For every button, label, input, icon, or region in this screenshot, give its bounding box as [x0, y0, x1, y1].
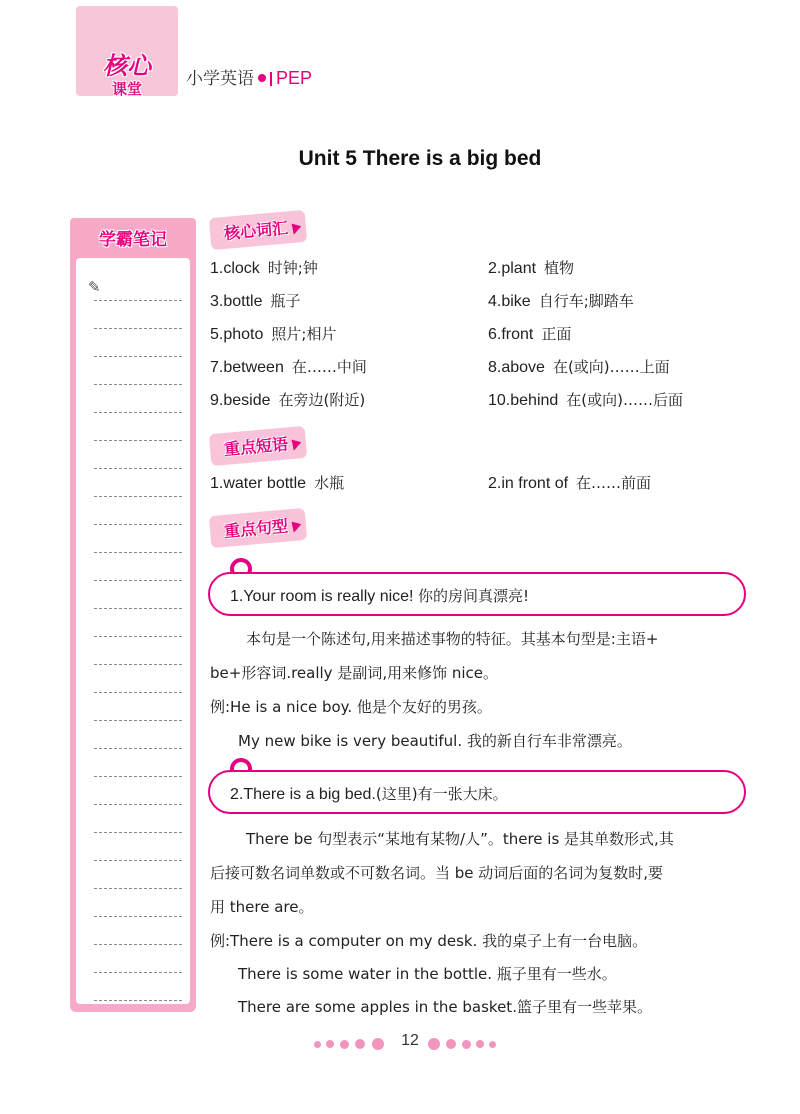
- vocab-item: [488, 290, 634, 311]
- note-line: [94, 888, 182, 889]
- section-tag-vocab: 核心词汇: [209, 210, 307, 250]
- key-sentence-1-text: [230, 585, 529, 606]
- note-line: [94, 468, 182, 469]
- example-2-1: 例:There is a computer on my desk. 我的桌子上有一台电脑。: [210, 932, 648, 950]
- vocab-cn: 在(或向)……上面: [552, 358, 670, 376]
- example-2-3: There are some apples in the basket.篮子里有一些苹果。: [238, 998, 652, 1016]
- key-sentence-2-en: 2.There is a big bed.: [230, 786, 376, 803]
- phrase-item: [210, 472, 344, 493]
- vocab-item: [210, 389, 365, 410]
- note-line: [94, 776, 182, 777]
- key-sentence-1-cn: 你的房间真漂亮!: [417, 587, 529, 605]
- subject-label: 小学英语: [186, 69, 254, 89]
- footer-dot-icon: [355, 1039, 365, 1049]
- vocab-item: [210, 323, 336, 344]
- phrase-item: [488, 472, 651, 493]
- phrase-en: 2.in front of: [488, 475, 569, 492]
- vocab-item: [210, 290, 301, 311]
- key-sentence-2-cn: (这里)有一张大床。: [375, 785, 508, 803]
- footer-dot-icon: [428, 1038, 440, 1050]
- note-line: [94, 300, 182, 301]
- brand-logo: [76, 6, 178, 96]
- vocab-cn: 在(或向)……后面: [566, 391, 684, 409]
- vocab-cn: 瓶子: [270, 292, 301, 310]
- note-line: [94, 580, 182, 581]
- notes-paper: [76, 258, 190, 1004]
- vocab-en: 5.photo: [210, 326, 264, 343]
- note-line: [94, 664, 182, 665]
- note-line: [94, 356, 182, 357]
- explain-1-line2: be+形容词.really 是副词,用来修饰 nice。: [210, 664, 499, 682]
- example-1-1: 例:He is a nice boy. 他是个友好的男孩。: [210, 698, 492, 716]
- brand-logo-line2: 课堂: [111, 80, 142, 98]
- key-sentence-2: [208, 770, 746, 814]
- vocab-en: 9.beside: [210, 392, 271, 409]
- vocab-cn: 照片;相片: [271, 325, 337, 343]
- note-line: [94, 916, 182, 917]
- note-line: [94, 748, 182, 749]
- footer-dot-icon: [326, 1040, 334, 1048]
- vocab-item: [210, 356, 367, 377]
- key-sentence-1: [208, 572, 746, 616]
- vocab-item: [488, 389, 683, 410]
- vocab-cn: 正面: [541, 325, 572, 343]
- footer-dot-icon: [446, 1039, 456, 1049]
- explain-2-line2: 后接可数名词单数或不可数名词。当 be 动词后面的名词为复数时,要: [210, 864, 664, 882]
- footer-dot-icon: [340, 1040, 349, 1049]
- key-sentence-1-en: 1.Your room is really nice!: [230, 588, 414, 605]
- vocab-item: [488, 356, 670, 377]
- example-1-2: My new bike is very beautiful. 我的新自行车非常漂亮。: [238, 732, 632, 750]
- separator-dot-icon: [258, 74, 266, 82]
- notes-tab: [70, 218, 196, 252]
- note-line: [94, 972, 182, 973]
- vocab-cn: 在……中间: [291, 358, 367, 376]
- pencil-icon: ✎: [88, 278, 101, 296]
- key-sentence-2-text: [230, 783, 508, 804]
- vocab-en: 10.behind: [488, 392, 559, 409]
- vocab-cn: 自行车;脚踏车: [538, 292, 634, 310]
- note-line: [94, 384, 182, 385]
- vocab-item: [210, 257, 318, 278]
- vocab-en: 3.bottle: [210, 293, 263, 310]
- footer-dot-icon: [314, 1041, 321, 1048]
- note-line: [94, 1000, 182, 1001]
- note-line: [94, 720, 182, 721]
- note-line: [94, 636, 182, 637]
- note-line: [94, 552, 182, 553]
- note-line: [94, 496, 182, 497]
- vocab-item: [488, 257, 574, 278]
- notes-panel: [70, 252, 196, 1012]
- vocab-en: 4.bike: [488, 293, 531, 310]
- notes-title: 学霸笔记: [99, 230, 167, 250]
- explain-2-line1: There be 句型表示“某地有某物/人”。there is 是其单数形式,其: [246, 830, 674, 848]
- vocab-en: 2.plant: [488, 260, 537, 277]
- note-line: [94, 944, 182, 945]
- note-line: [94, 524, 182, 525]
- note-line: [94, 440, 182, 441]
- phrase-cn: 在……前面: [576, 474, 652, 492]
- header-subject: [186, 64, 312, 89]
- explain-1-line1: 本句是一个陈述句,用来描述事物的特征。其基本句型是:主语+: [246, 630, 659, 648]
- note-line: [94, 412, 182, 413]
- vocab-en: 6.front: [488, 326, 534, 343]
- vocab-item: [488, 323, 571, 344]
- example-2-2: There is some water in the bottle. 瓶子里有一些水。: [238, 965, 617, 983]
- phrase-en: 1.water bottle: [210, 475, 307, 492]
- edition-label: PEP: [276, 68, 313, 88]
- footer-dot-icon: [372, 1038, 384, 1050]
- footer-dot-icon: [476, 1040, 484, 1048]
- vocab-cn: 植物: [544, 259, 575, 277]
- page-number: 12: [401, 1032, 419, 1049]
- section-tag-phrases: 重点短语: [209, 426, 307, 466]
- brand-logo-line1: 核心: [103, 51, 151, 80]
- explain-2-line3: 用 there are。: [210, 898, 314, 916]
- vocab-cn: 在旁边(附近): [278, 391, 366, 409]
- vocab-en: 1.clock: [210, 260, 260, 277]
- note-line: [94, 804, 182, 805]
- vocab-en: 7.between: [210, 359, 284, 376]
- note-line: [94, 692, 182, 693]
- footer-dot-icon: [462, 1040, 471, 1049]
- note-line: [94, 860, 182, 861]
- separator-bar-icon: [270, 72, 272, 86]
- note-line: [94, 328, 182, 329]
- vocab-en: 8.above: [488, 359, 545, 376]
- vocab-cn: 时钟;钟: [267, 259, 318, 277]
- note-line: [94, 608, 182, 609]
- section-tag-sentences: 重点句型: [209, 508, 307, 548]
- footer-dot-icon: [489, 1041, 496, 1048]
- note-line: [94, 832, 182, 833]
- phrase-cn: 水瓶: [314, 474, 345, 492]
- unit-title: Unit 5 There is a big bed: [298, 147, 542, 170]
